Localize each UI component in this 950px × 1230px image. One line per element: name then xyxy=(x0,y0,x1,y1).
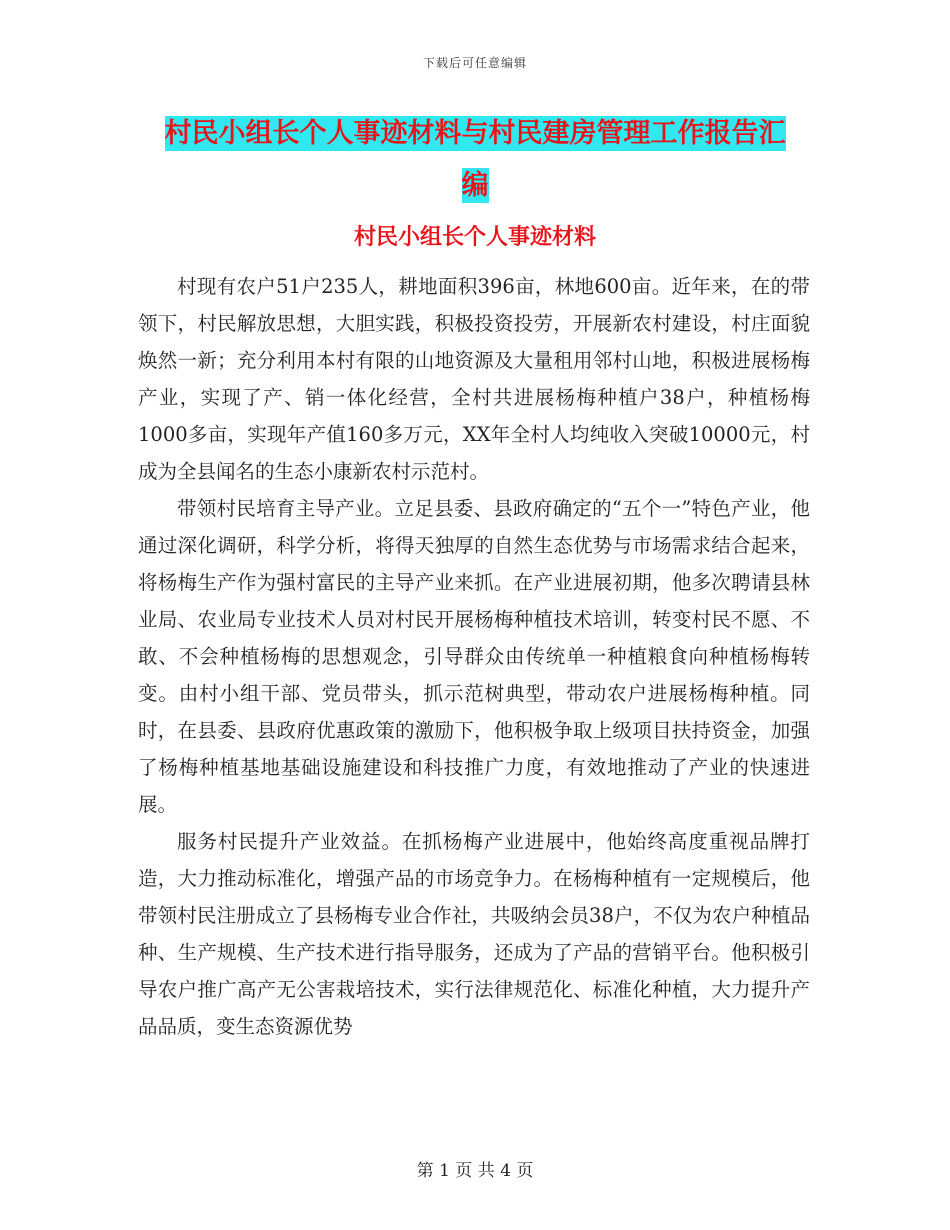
document-title-line-2: 编 xyxy=(461,170,489,201)
document-title-line-1: 村民小组长个人事迹材料与村民建房管理工作报告汇 xyxy=(164,118,786,149)
paragraph-1: 村现有农户51户235人，耕地面积396亩，林地600亩。近年来，在的带领下，村民解放思想，大胆实践，积极投资投劳，开展新农村建设，村庄面貌焕然一新；充分利用本村有限的山地资源及大量租用邻村山地，积极进展杨梅产业，实现了产、销一体化经营，全村共进展杨梅种植户38户，种植杨梅1000多亩，实现年产值160多万元，XX年全村人均纯收入突破10000元，村成为全县闻名的生态小康新农村示范村。 xyxy=(138,275,810,483)
page-footer: 第 1 页 共 4 页 xyxy=(416,1161,534,1181)
section-title: 村民小组长个人事迹材料 xyxy=(353,224,596,250)
body-text xyxy=(138,268,810,1045)
document-title xyxy=(140,108,810,212)
paragraph-3: 服务村民提升产业效益。在抓杨梅产业进展中，他始终高度重视品牌打造，大力推动标准化，增强产品的市场竞争力。在杨梅种植有一定规模后，他带领村民注册成立了县杨梅专业合作社，共吸纳会员38户，不仅为农户种植品种、生产规模、生产技术进行指导服务，还成为了产品的营销平台。他积极引导农户推广高产无公害栽培技术，实行法律规范化、标准化种植，大力提升产品品质，变生态资源优势 xyxy=(138,830,810,1038)
paragraph-2: 带领村民培育主导产业。立足县委、县政府确定的“五个一”特色产业，他通过深化调研，科学分析，将得天独厚的自然生态优势与市场需求结合起来，将杨梅生产作为强村富民的主导产业来抓。在产业进展初期，他多次聘请县林业局、农业局专业技术人员对村民开展杨梅种植技术培训，转变村民不愿、不敢、不会种植杨梅的思想观念，引导群众由传统单一种植粮食向种植杨梅转变。由村小组干部、党员带头，抓示范树典型，带动农户进展杨梅种植。同时，在县委、县政府优惠政策的激励下，他积极争取上级项目扶持资金，加强了杨梅种植基地基础设施建设和科技推广力度，有效地推动了产业的快速进展。 xyxy=(138,497,810,816)
page-header-note: 下载后可任意编辑 xyxy=(422,56,527,70)
